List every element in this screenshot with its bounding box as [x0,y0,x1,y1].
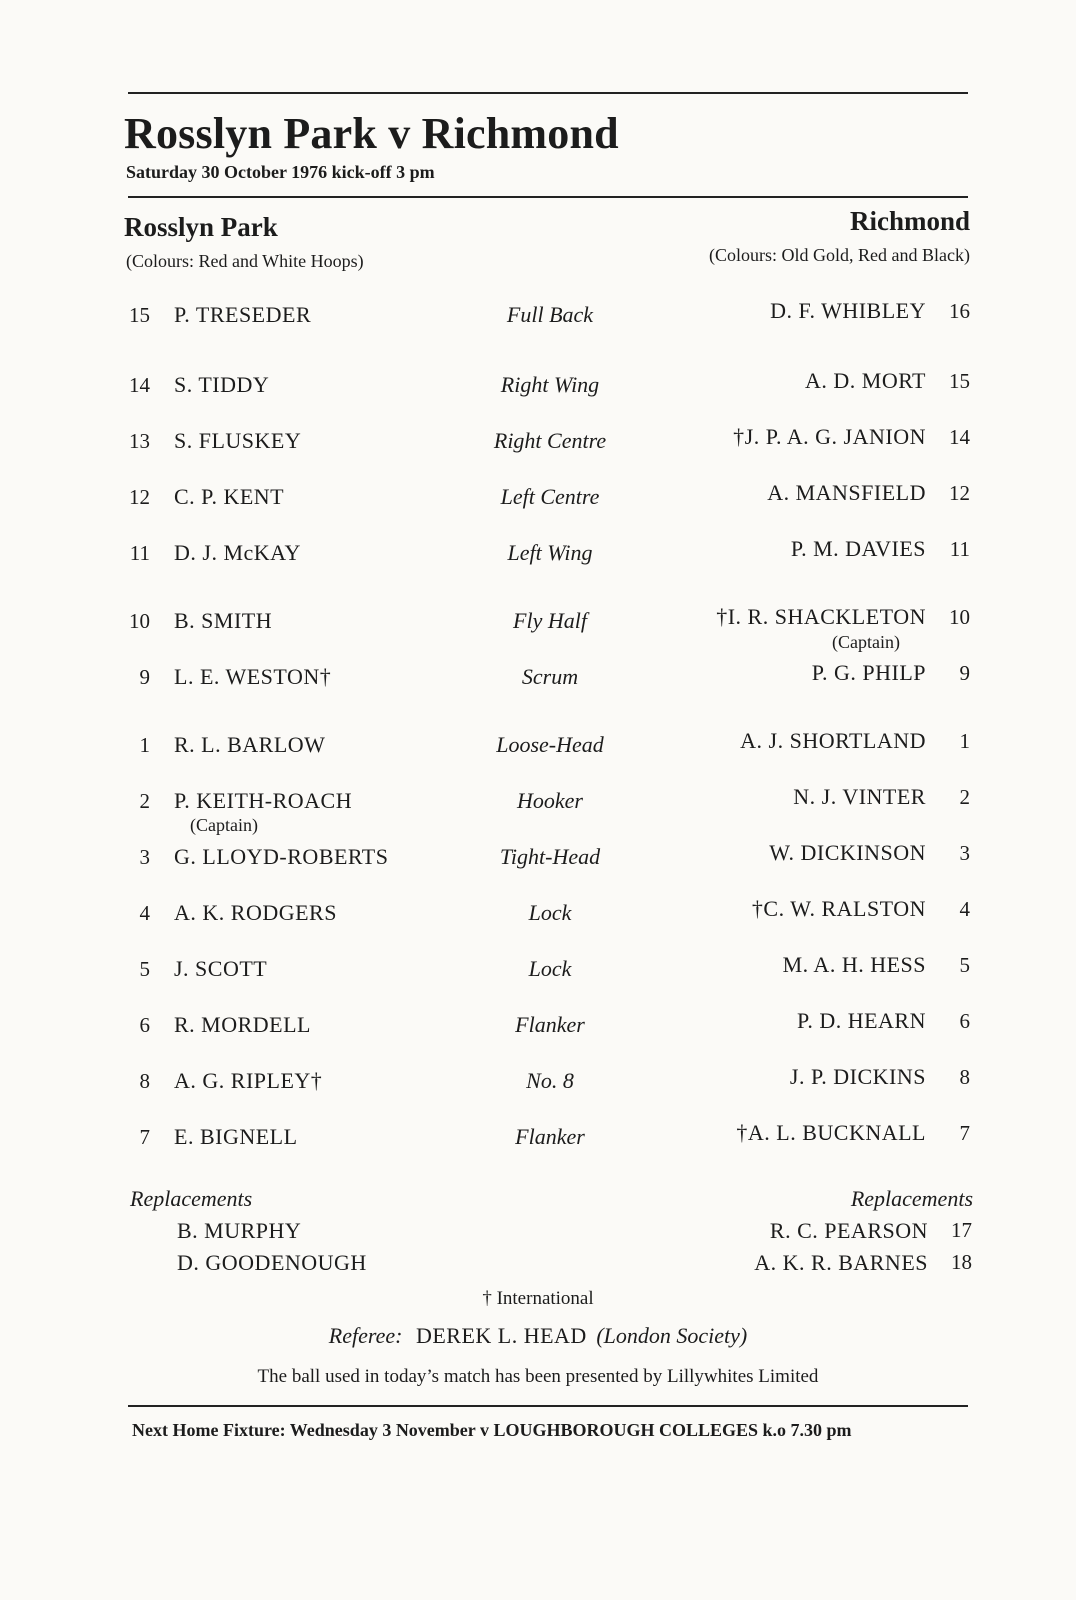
away-player-name: A. D. MORT [804,368,926,393]
away-player-name: †J. P. A. G. JANION [733,424,926,449]
away-player-number: 5 [959,953,970,977]
position-label: Flanker [515,1124,585,1149]
away-player-name: A. J. SHORTLAND [740,728,926,753]
position-label: Fly Half [513,608,587,633]
home-team-name: Rosslyn Park [124,212,278,242]
home-player-name: C. P. KENT [174,484,285,509]
home-player-number: 7 [139,1125,150,1149]
position-label: Lock [528,956,572,981]
home-replacements-label: Replacements [130,1186,253,1211]
home-player-name: B. SMITH [174,608,273,633]
away-player-number: 7 [959,1121,970,1145]
home-player-number: 1 [139,733,150,757]
away-player-name: M. A. H. HESS [782,952,926,977]
home-player-name: S. TIDDY [174,372,270,397]
home-player-number: 8 [139,1069,150,1093]
position-label: Left Centre [500,484,600,509]
away-player-name: †C. W. RALSTON [751,896,926,921]
home-player-number: 10 [129,609,150,633]
position-label: Loose-Head [496,732,604,757]
home-player-name: P. KEITH-ROACH [174,788,353,813]
home-player-name: D. J. McKAY [174,540,301,565]
match-date: Saturday 30 October 1976 kick-off 3 pm [126,162,435,182]
away-replacements-label: Replacements [850,1186,973,1211]
position-label: Hooker [517,788,583,813]
header-rule [128,196,968,198]
away-player-number: 2 [959,785,970,809]
away-player-number: 11 [949,537,970,561]
home-player-name: J. SCOTT [174,956,268,981]
ball-sponsor-note: The ball used in today’s match has been presented by Lillywhites Limited [257,1366,819,1387]
away-replacement: R. C. PEARSON [769,1218,928,1243]
referee-society: (London Society) [596,1323,748,1348]
referee-name: DEREK L. HEAD [415,1323,587,1348]
away-player-number: 14 [949,425,970,449]
home-player-number: 14 [129,373,150,397]
away-player-number: 10 [949,605,970,629]
referee-line [0,1323,1076,1349]
home-player-number: 15 [129,303,150,327]
away-replacement-number: 18 [951,1250,972,1274]
away-player-number: 3 [959,841,970,865]
away-player-number: 12 [949,481,970,505]
away-player-number: 4 [959,897,970,921]
position-label: No. 8 [526,1068,574,1093]
home-player-name: A. K. RODGERS [174,900,337,925]
international-note: † International [482,1288,594,1309]
home-player-name: G. LLOYD-ROBERTS [174,844,389,869]
away-player-number: 9 [959,661,970,685]
home-player-name: S. FLUSKEY [174,428,302,453]
away-player-name: W. DICKINSON [769,840,926,865]
away-player-name: †I. R. SHACKLETON [716,604,926,629]
position-label: Flanker [515,1012,585,1037]
page-title: Rosslyn Park v Richmond [124,109,619,158]
home-player-name: A. G. RIPLEY† [174,1068,323,1093]
home-team-colours: (Colours: Red and White Hoops) [126,251,364,271]
home-player-number: 2 [139,789,150,813]
away-player-number: 1 [959,729,970,753]
home-player-number: 5 [139,957,150,981]
away-player-number: 16 [949,299,970,323]
home-player-name: L. E. WESTON† [174,664,332,689]
home-player-number: 11 [129,541,150,565]
away-player-name: P. G. PHILP [811,660,926,685]
home-player-number: 6 [139,1013,150,1037]
away-player-name: P. D. HEARN [797,1008,926,1033]
home-player-number: 13 [129,429,150,453]
away-captain-note: (Captain) [832,632,900,652]
position-label: Right Centre [493,428,607,453]
home-player-number: 12 [129,485,150,509]
home-replacement: B. MURPHY [177,1218,302,1243]
position-label: Left Wing [507,540,593,565]
away-team-name: Richmond [849,206,970,236]
position-label: Full Back [506,302,594,327]
away-team-colours: (Colours: Old Gold, Red and Black) [709,245,970,265]
next-fixture: Next Home Fixture: Wednesday 3 November v LOUGHBOROUGH COLLEGES k.o 7.30 pm [132,1420,852,1440]
home-player-name: E. BIGNELL [174,1124,298,1149]
position-label: Right Wing [500,372,600,397]
away-player-name: †A. L. BUCKNALL [736,1120,926,1145]
away-player-name: P. M. DAVIES [790,536,926,561]
home-replacement: D. GOODENOUGH [177,1250,367,1275]
away-player-name: N. J. VINTER [793,784,926,809]
position-label: Scrum [521,664,579,689]
away-player-number: 15 [949,369,970,393]
top-rule [128,92,968,94]
position-label: Lock [528,900,572,925]
footer-rule [128,1405,968,1407]
home-player-name: R. MORDELL [174,1012,311,1037]
away-replacement: A. K. R. BARNES [754,1250,928,1275]
referee-label: Referee: [328,1323,403,1348]
home-player-number: 9 [139,665,150,689]
away-player-number: 6 [959,1009,970,1033]
home-player-name: R. L. BARLOW [174,732,326,757]
home-player-number: 3 [139,845,150,869]
home-player-name: P. TRESEDER [174,302,312,327]
position-label: Tight-Head [499,844,601,869]
home-player-number: 4 [139,901,150,925]
away-player-number: 8 [959,1065,970,1089]
away-replacement-number: 17 [951,1218,972,1242]
home-captain-note: (Captain) [190,815,258,835]
away-player-name: J. P. DICKINS [789,1064,926,1089]
away-player-name: A. MANSFIELD [767,480,926,505]
away-player-name: D. F. WHIBLEY [770,298,926,323]
